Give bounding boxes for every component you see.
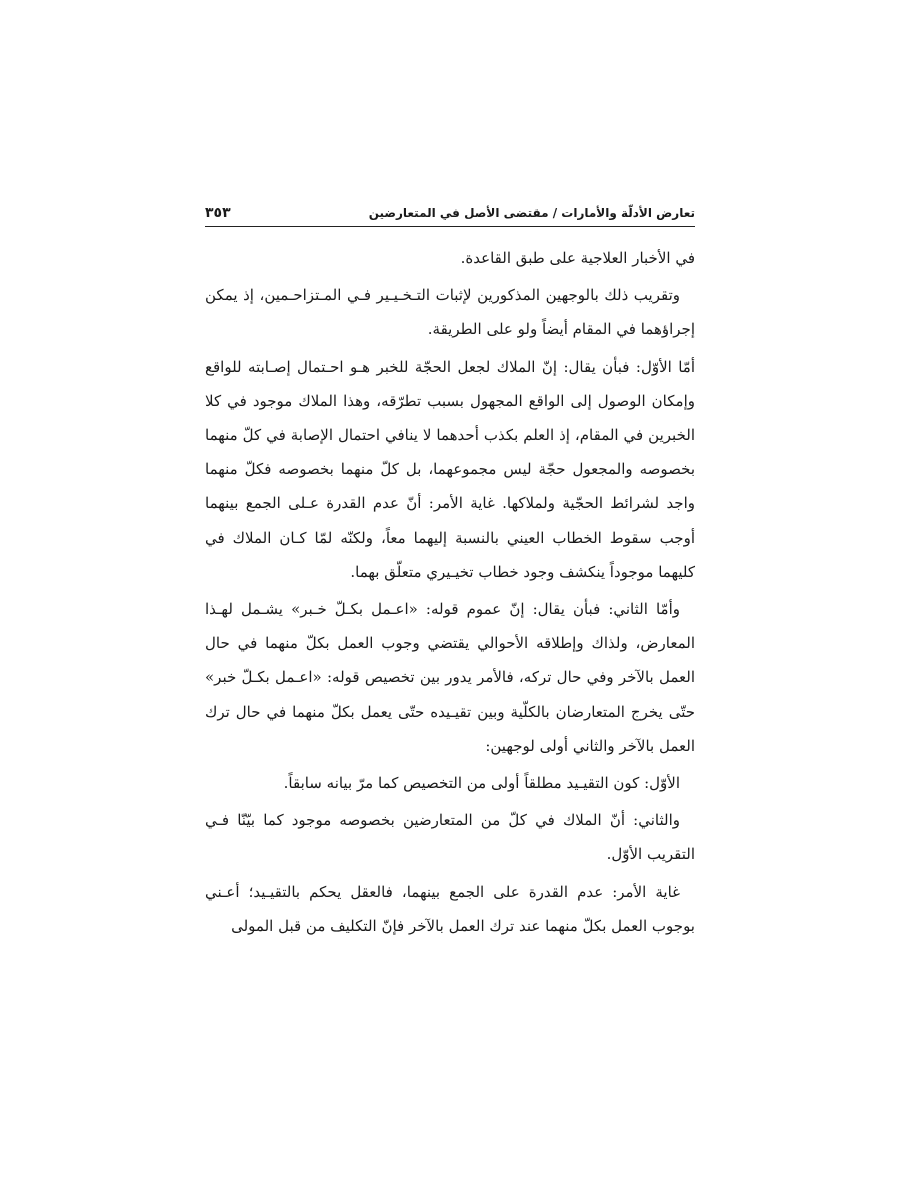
paragraph: في الأخبار العلاجية على طبق القاعدة.: [460, 249, 695, 267]
paragraph: أمّا الأوّل: فبأن يقال: إنّ الملاك لجعل الحجّة للخبر هـو احـتمال إصـابته للواقع وإمكان الوصول إلى الواقع المجهول بسبب تطرّقه، وهذا الملاك موجود في كلا الخبرين في المقام، إذ العلم بكذب أحدهما لا ينافي احتمال الإصابة في كلّ منهما بخصوصه والمجعول حجّة ليس مجموعهما، بل كلّ منهما بخصوصه فكلّ منهما واجد لشرائط الحجّية ولملاكها. غاية الأمر: أنّ عدم القدرة عـلى الجمع بينهما أوجب سقوط الخطاب العيني بالنسبة إليهما معاً، ولكنّه لمّا كـان الملاك في كليهما موجوداً ينكشف وجود خطاب تخيـيري متعلّق بهما.: [205, 357, 695, 581]
body-text: [205, 241, 695, 943]
paragraph: وأمّا الثاني: فبأن يقال: إنّ عموم قوله: «اعـمل بكـلّ خـبر» يشـمل لهـذا المعارض، ولذاك وإطلاقه الأحوالي يقتضي وجوب العمل بكلّ منهما في حال العمل بالآخر وفي حال تركه، فالأمر يدور بين تخصيص قوله: «اعـمل بكـلّ خبر» حتّى يخرج المتعارضان بالكلّية وبين تقيـيده حتّى يعمل بكلّ منهما في حال ترك العمل بالآخر والثاني أولى لوجهين:: [205, 600, 695, 755]
page-number: ٣٥٣: [205, 205, 231, 221]
paragraph: الأوّل: كون التقيـيد مطلقاً أولى من التخصيص كما مرّ بيانه سابقاً.: [283, 774, 680, 793]
running-title: تعارض الأدلّة والأمارات / مقتضى الأصل في المتعارضين: [368, 206, 695, 220]
running-header: [205, 205, 695, 227]
book-page: [205, 205, 695, 946]
paragraph: وتقريب ذلك بالوجهين المذكورين لإثبات التـخـيـير فـي المـتزاحـمين، إذ يمكن إجراؤهما في المقام أيضاً ولو على الطريقة.: [205, 286, 695, 339]
paragraph: غاية الأمر: عدم القدرة على الجمع بينهما، فالعقل يحكم بالتقيـيد؛ أعـني بوجوب العمل بكلّ منهما عند ترك العمل بالآخر فإنّ التكليف من قبل المولى: [205, 882, 695, 935]
paragraph: والثاني: أنّ الملاك في كلّ من المتعارضين بخصوصه موجود كما بيّنّا فـي التقريب الأوّل.: [205, 811, 695, 864]
